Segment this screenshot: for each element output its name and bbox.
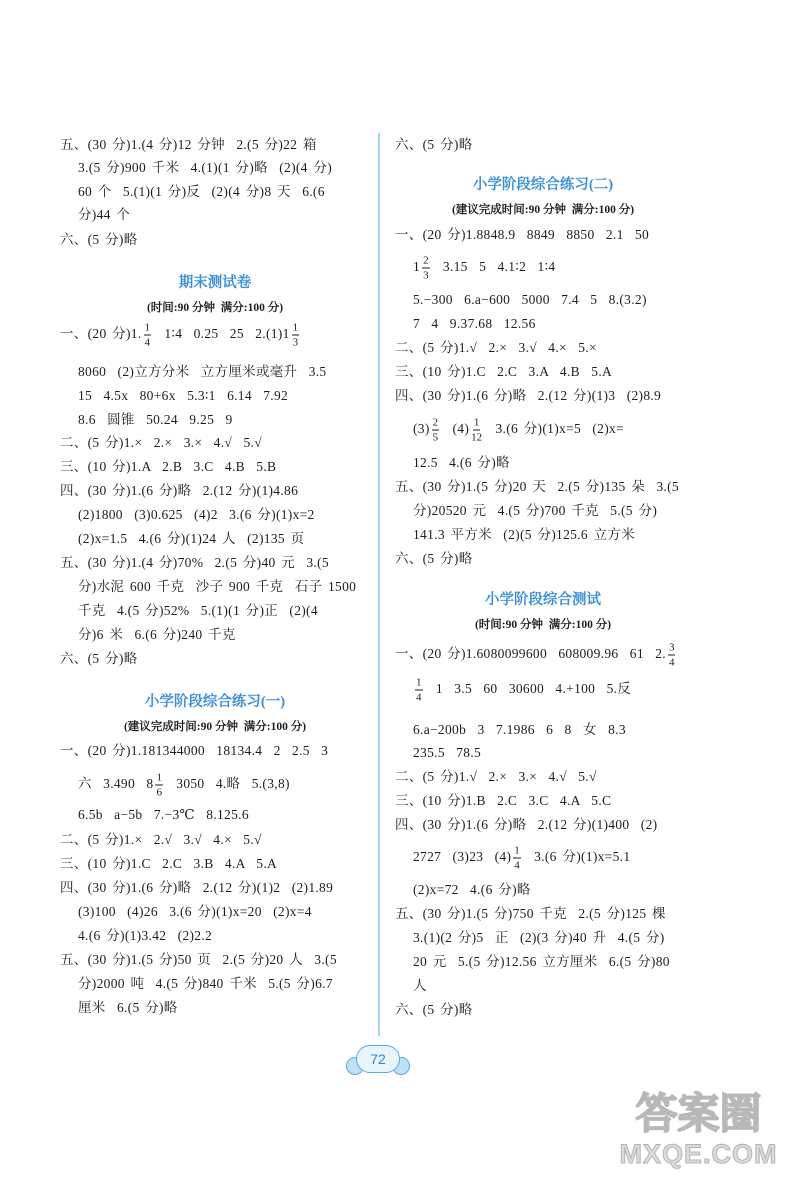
answer-line: 20 元 5.(5 分)12.56 立方厘米 6.(5 分)80 (413, 954, 670, 969)
answer-line (60, 322, 301, 349)
answer-line: 15 4.5x 80+6x 5.3∶1 6.14 7.92 (78, 388, 289, 403)
answer-line: (3)100 (4)26 3.(6 分)(1)x=20 (2)x=4 (78, 904, 312, 919)
numerator: 2 (423, 254, 429, 267)
answer-line (413, 677, 631, 704)
answer-line: 3.(5 分)900 千米 4.(1)(1 分)略 (2)(4 分) (78, 160, 333, 175)
answer-line: 3.(1)(2 分)5 正 (2)(3 分)40 升 4.(5 分) (413, 930, 665, 945)
denominator: 4 (668, 656, 675, 669)
numerator: 1 (292, 321, 299, 334)
fraction (422, 255, 430, 282)
answer-text: 3.(6 分)(1)x=5.1 (522, 849, 631, 865)
answer-line: 人 (413, 978, 427, 993)
answer-text: 1 (413, 259, 421, 275)
answer-line: 7 4 9.37.68 12.56 (413, 316, 536, 331)
page-number: 72 (356, 1045, 400, 1073)
answer-line: 四、(30 分)1.(6 分)略 2.(12 分)(1)400 (2) (395, 817, 658, 832)
answer-line: 一、(20 分)1.181344000 18134.4 2 2.5 3 (60, 743, 329, 758)
fraction (144, 322, 152, 349)
numerator: 2 (432, 416, 439, 429)
answer-line: 4.(6 分)(1)3.42 (2)2.2 (78, 928, 213, 943)
fraction (471, 417, 482, 444)
answer-line (413, 417, 624, 444)
denominator: 5 (432, 431, 439, 444)
denominator: 3 (292, 336, 299, 349)
answer-line: 235.5 78.5 (413, 745, 482, 760)
fraction (155, 772, 163, 799)
answer-line: 12.5 4.(6 分)略 (413, 455, 510, 470)
answer-line: 六、(5 分)略 (395, 137, 473, 152)
answer-line: 二、(5 分)1.× 2.√ 3.√ 4.× 5.√ (60, 832, 262, 847)
answer-text: 一、(20 分)1. (60, 326, 142, 342)
fraction (668, 642, 676, 669)
answer-text: 3.(6 分)(1)x=5 (2)x= (484, 421, 624, 437)
numerator: 1 (473, 416, 480, 429)
numerator: 3 (668, 641, 675, 654)
answer-line: (2)1800 (3)0.625 (4)2 3.(6 分)(1)x=2 (78, 507, 315, 522)
section-title: 小学阶段综合练习(二) (472, 177, 614, 193)
answer-text: 3050 4.略 5.(3,8) (164, 776, 290, 792)
answer-line: 千克 4.(5 分)52% 5.(1)(1 分)正 (2)(4 (78, 603, 318, 618)
answer-text: (3) (413, 421, 430, 437)
answer-line: (2)x=72 4.(6 分)略 (413, 882, 531, 897)
answer-line: 三、(10 分)1.C 2.C 3.A 4.B 5.A (395, 364, 613, 379)
watermark (611, 1090, 786, 1170)
answer-line: (2)x=1.5 4.(6 分)(1)24 人 (2)135 页 (78, 531, 305, 546)
answer-line (413, 845, 630, 872)
answer-line: 分)20520 元 4.(5 分)700 千克 5.(5 分) (413, 503, 658, 518)
answer-line: 五、(30 分)1.(5 分)20 天 2.(5 分)135 朵 3.(5 (395, 479, 679, 494)
answer-line: 六、(5 分)略 (395, 551, 473, 566)
answer-line: 分)44 个 (78, 207, 131, 222)
answer-line: 四、(30 分)1.(6 分)略 2.(12 分)(1)2 (2)1.89 (60, 880, 334, 895)
denominator: 4 (144, 336, 150, 349)
answer-line: 厘米 6.(5 分)略 (78, 1000, 178, 1015)
answer-line: 六、(5 分)略 (60, 232, 138, 247)
answer-line: 分)2000 吨 4.(5 分)840 千米 5.(5 分)6.7 (78, 976, 333, 991)
numerator: 1 (416, 676, 422, 689)
answer-line: 分)6 米 6.(6 分)240 千克 (78, 627, 236, 642)
answer-line (413, 255, 555, 282)
answer-line: 8060 (2)立方分米 立方厘米或毫升 3.5 (78, 364, 327, 379)
answer-line: 五、(30 分)1.(4 分)70% 2.(5 分)40 元 3.(5 (60, 555, 329, 570)
answer-text: 六 3.490 8 (78, 776, 154, 792)
page-number-badge (346, 1043, 410, 1079)
watermark-site: MXQE.COM (619, 1139, 778, 1169)
section-title: 小学阶段综合测试 (485, 592, 601, 608)
numerator: 1 (144, 321, 150, 334)
answer-line: 四、(30 分)1.(6 分)略 2.(12 分)(1)4.86 (60, 483, 299, 498)
column-divider (378, 133, 380, 1036)
fraction (415, 677, 423, 704)
watermark-brand: 答案圈 (635, 1090, 762, 1137)
section-title: 小学阶段综合练习(一) (144, 694, 286, 710)
section-subtitle: (建议完成时间:90 分钟 满分:100 分) (123, 721, 307, 733)
answer-text: 3.15 5 4.1∶2 1∶4 (431, 259, 556, 275)
answer-line: 三、(10 分)1.B 2.C 3.C 4.A 5.C (395, 793, 612, 808)
answer-line: 一、(20 分)1.8848.9 8849 8850 2.1 50 (395, 227, 650, 242)
answer-line: 60 个 5.(1)(1 分)反 (2)(4 分)8 天 6.(6 (78, 184, 325, 199)
section-subtitle: (时间:90 分钟 满分:100 分) (146, 302, 284, 314)
denominator: 3 (423, 269, 429, 282)
answer-line: 8.6 圆锥 50.24 9.25 9 (78, 412, 233, 427)
numerator: 1 (156, 771, 162, 784)
answer-line: 五、(30 分)1.(5 分)50 页 2.(5 分)20 人 3.(5 (60, 952, 337, 967)
denominator: 4 (514, 859, 520, 872)
answer-line: 五、(30 分)1.(5 分)750 千克 2.(5 分)125 棵 (395, 906, 666, 921)
answer-line: 四、(30 分)1.(6 分)略 2.(12 分)(1)3 (2)8.9 (395, 388, 662, 403)
numerator: 1 (514, 844, 520, 857)
answer-line: 二、(5 分)1.√ 2.× 3.× 4.√ 5.√ (395, 769, 597, 784)
answer-text: (4) (441, 421, 470, 437)
answer-line: 六、(5 分)略 (60, 651, 138, 666)
answer-line: 6.5b a−5b 7.−3℃ 8.125.6 (78, 807, 249, 822)
answer-line: 五、(30 分)1.(4 分)12 分钟 2.(5 分)22 箱 (60, 137, 317, 152)
answer-line: 三、(10 分)1.C 2.C 3.B 4.A 5.A (60, 856, 278, 871)
answer-text: 1 3.5 60 30600 4.+100 5.反 (424, 681, 632, 697)
denominator: 4 (416, 691, 422, 704)
answer-line: 六、(5 分)略 (395, 1002, 473, 1017)
answer-line (78, 772, 290, 799)
answer-line: 二、(5 分)1.√ 2.× 3.√ 4.× 5.× (395, 340, 597, 355)
denominator: 6 (156, 786, 162, 799)
answer-line: 二、(5 分)1.× 2.× 3.× 4.√ 5.√ (60, 435, 262, 450)
answer-line: 三、(10 分)1.A 2.B 3.C 4.B 5.B (60, 459, 277, 474)
denominator: 12 (471, 431, 483, 444)
answer-text: 1∶4 0.25 25 2.(1)1 (153, 326, 290, 342)
section-title: 期末测试卷 (178, 275, 252, 291)
section-subtitle: (时间:90 分钟 满分:100 分) (474, 619, 612, 631)
answer-line (395, 642, 677, 669)
answer-text: 一、(20 分)1.6080099600 608009.96 61 2. (395, 646, 666, 662)
section-subtitle: (建议完成时间:90 分钟 满分:100 分) (451, 204, 635, 216)
fraction (432, 417, 440, 444)
answer-text: 2727 (3)23 (4) (413, 849, 512, 865)
fraction (513, 845, 521, 872)
answer-line: 6.a−200b 3 7.1986 6 8 女 8.3 (413, 722, 626, 737)
answer-line: 分)水泥 600 千克 沙子 900 千克 石子 1500 (78, 579, 357, 594)
answer-line: 141.3 平方米 (2)(5 分)125.6 立方米 (413, 527, 636, 542)
answer-line: 5.−300 6.a−600 5000 7.4 5 8.(3.2) (413, 292, 647, 307)
fraction (292, 322, 300, 349)
